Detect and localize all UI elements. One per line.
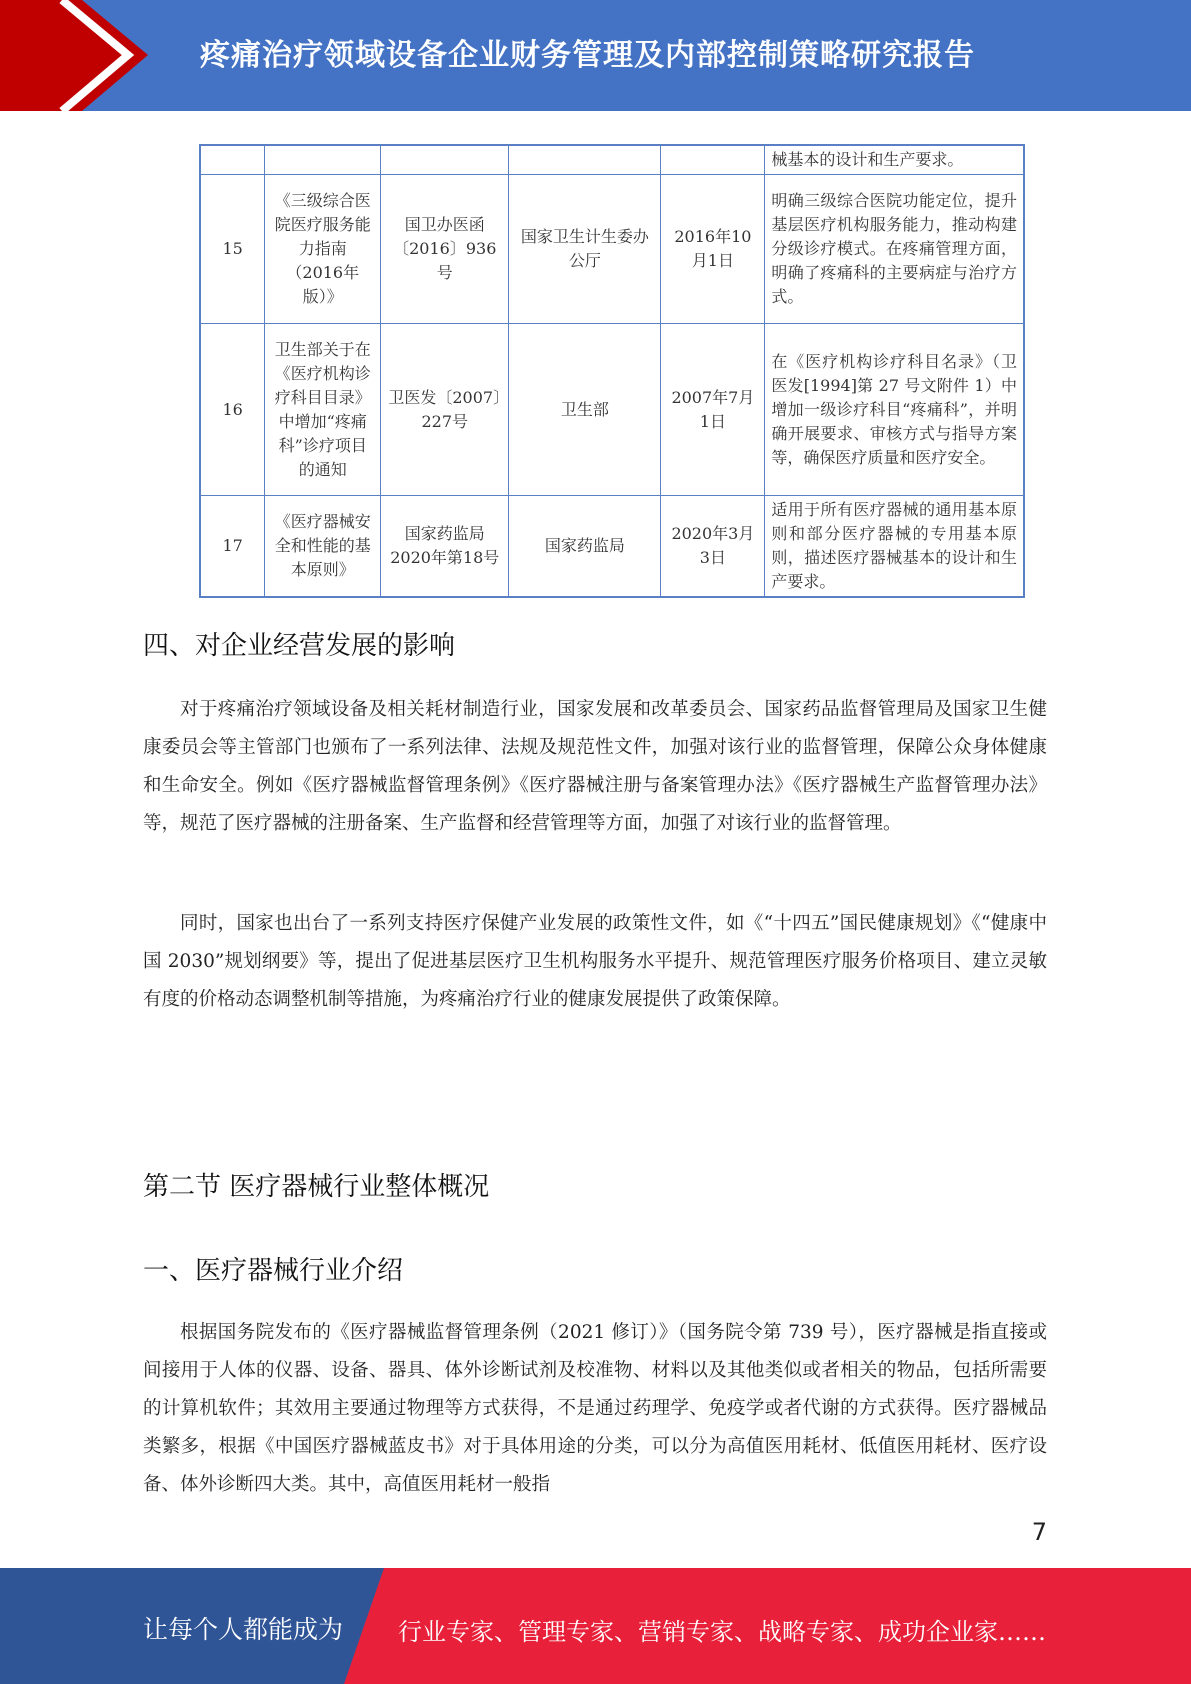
page-number: 7 <box>1031 1518 1047 1546</box>
cell-name: 卫生部关于在《医疗机构诊疗科目目录》中增加“疼痛科”诊疗项目的通知 <box>265 324 381 496</box>
cell-code <box>381 145 509 175</box>
regulation-table <box>199 144 1025 598</box>
section-heading: 四、对企业经营发展的影响 <box>143 631 456 661</box>
footer-slogan-right: 行业专家、管理专家、营销专家、战略专家、成功企业家…… <box>398 1618 1046 1646</box>
cell-desc: 械基本的设计和生产要求。 <box>765 145 1024 175</box>
table-row <box>200 496 1024 598</box>
cell-dept: 卫生部 <box>509 324 661 496</box>
table-row <box>200 145 1024 175</box>
cell-no: 17 <box>200 496 265 598</box>
report-title: 疼痛治疗领域设备企业财务管理及内部控制策略研究报告 <box>200 38 975 73</box>
section-heading: 一、医疗器械行业介绍 <box>143 1256 404 1286</box>
cell-desc: 适用于所有医疗器械的通用基本原则和部分医疗器械的专用基本原则，描述医疗器械基本的设计和生产要求。 <box>765 496 1024 598</box>
cell-date: 2016年10月1日 <box>661 175 765 324</box>
table-row <box>200 175 1024 324</box>
cell-code: 国卫办医函〔2016〕936号 <box>381 175 509 324</box>
body-paragraph: 同时，国家也出台了一系列支持医疗保健产业发展的政策性文件，如《“十四五”国民健康规划》《“健康中国 2030”规划纲要》等，提出了促进基层医疗卫生机构服务水平提升、规范管理医疗服务价格项目、建立灵敏有度的价格动态调整机制等措施，为疼痛治疗行业的健康发展提供了政策保障。 <box>143 913 1047 1010</box>
table-row <box>200 324 1024 496</box>
cell-name: 《三级综合医院医疗服务能力指南（2016年版）》 <box>265 175 381 324</box>
cell-dept <box>509 145 661 175</box>
cell-desc: 在《医疗机构诊疗科目名录》（卫医发[1994]第 27 号文附件 1）中增加一级诊疗科目“疼痛科”，并明确开展要求、审核方式与指导方案等，确保医疗质量和医疗安全。 <box>765 324 1024 496</box>
cell-no <box>200 145 265 175</box>
cell-desc: 明确三级综合医院功能定位，提升基层医疗机构服务能力，推动构建分级诊疗模式。在疼痛管理方面，明确了疼痛科的主要病症与治疗方式。 <box>765 175 1024 324</box>
body-paragraph: 根据国务院发布的《医疗器械监督管理条例（2021 修订）》（国务院令第 739 号），医疗器械是指直接或间接用于人体的仪器、设备、器具、体外诊断试剂及校准物、材料以及其他类似或者相关的物品，包括所需要的计算机软件；其效用主要通过物理等方式获得，不是通过药理学、免疫学或者代谢的方式获得。医疗器械品类繁多，根据《中国医疗器械蓝皮书》对于具体用途的分类，可以分为高值医用耗材、低值医用耗材、医疗设备、体外诊断四大类。其中，高值医用耗材一般指 <box>143 1322 1047 1495</box>
cell-code: 卫医发〔2007〕227号 <box>381 324 509 496</box>
cell-date: 2007年7月1日 <box>661 324 765 496</box>
header-red-arrow <box>0 0 148 111</box>
cell-no: 15 <box>200 175 265 324</box>
cell-name <box>265 145 381 175</box>
cell-no: 16 <box>200 324 265 496</box>
cell-dept: 国家药监局 <box>509 496 661 598</box>
cell-name: 《医疗器械安全和性能的基本原则》 <box>265 496 381 598</box>
footer-slogan-left: 让每个人都能成为 <box>143 1615 344 1644</box>
body-paragraph: 对于疼痛治疗领域设备及相关耗材制造行业，国家发展和改革委员会、国家药品监督管理局及国家卫生健康委员会等主管部门也颁布了一系列法律、法规及规范性文件，加强对该行业的监督管理，保障公众身体健康和生命安全。例如《医疗器械监督管理条例》《医疗器械注册与备案管理办法》《医疗器械生产监督管理办法》等，规范了医疗器械的注册备案、生产监督和经营管理等方面，加强了对该行业的监督管理。 <box>143 699 1047 834</box>
chapter-heading: 第二节 医疗器械行业整体概况 <box>143 1172 490 1202</box>
cell-date <box>661 145 765 175</box>
cell-date: 2020年3月3日 <box>661 496 765 598</box>
cell-dept: 国家卫生计生委办公厅 <box>509 175 661 324</box>
cell-code: 国家药监局2020年第18号 <box>381 496 509 598</box>
